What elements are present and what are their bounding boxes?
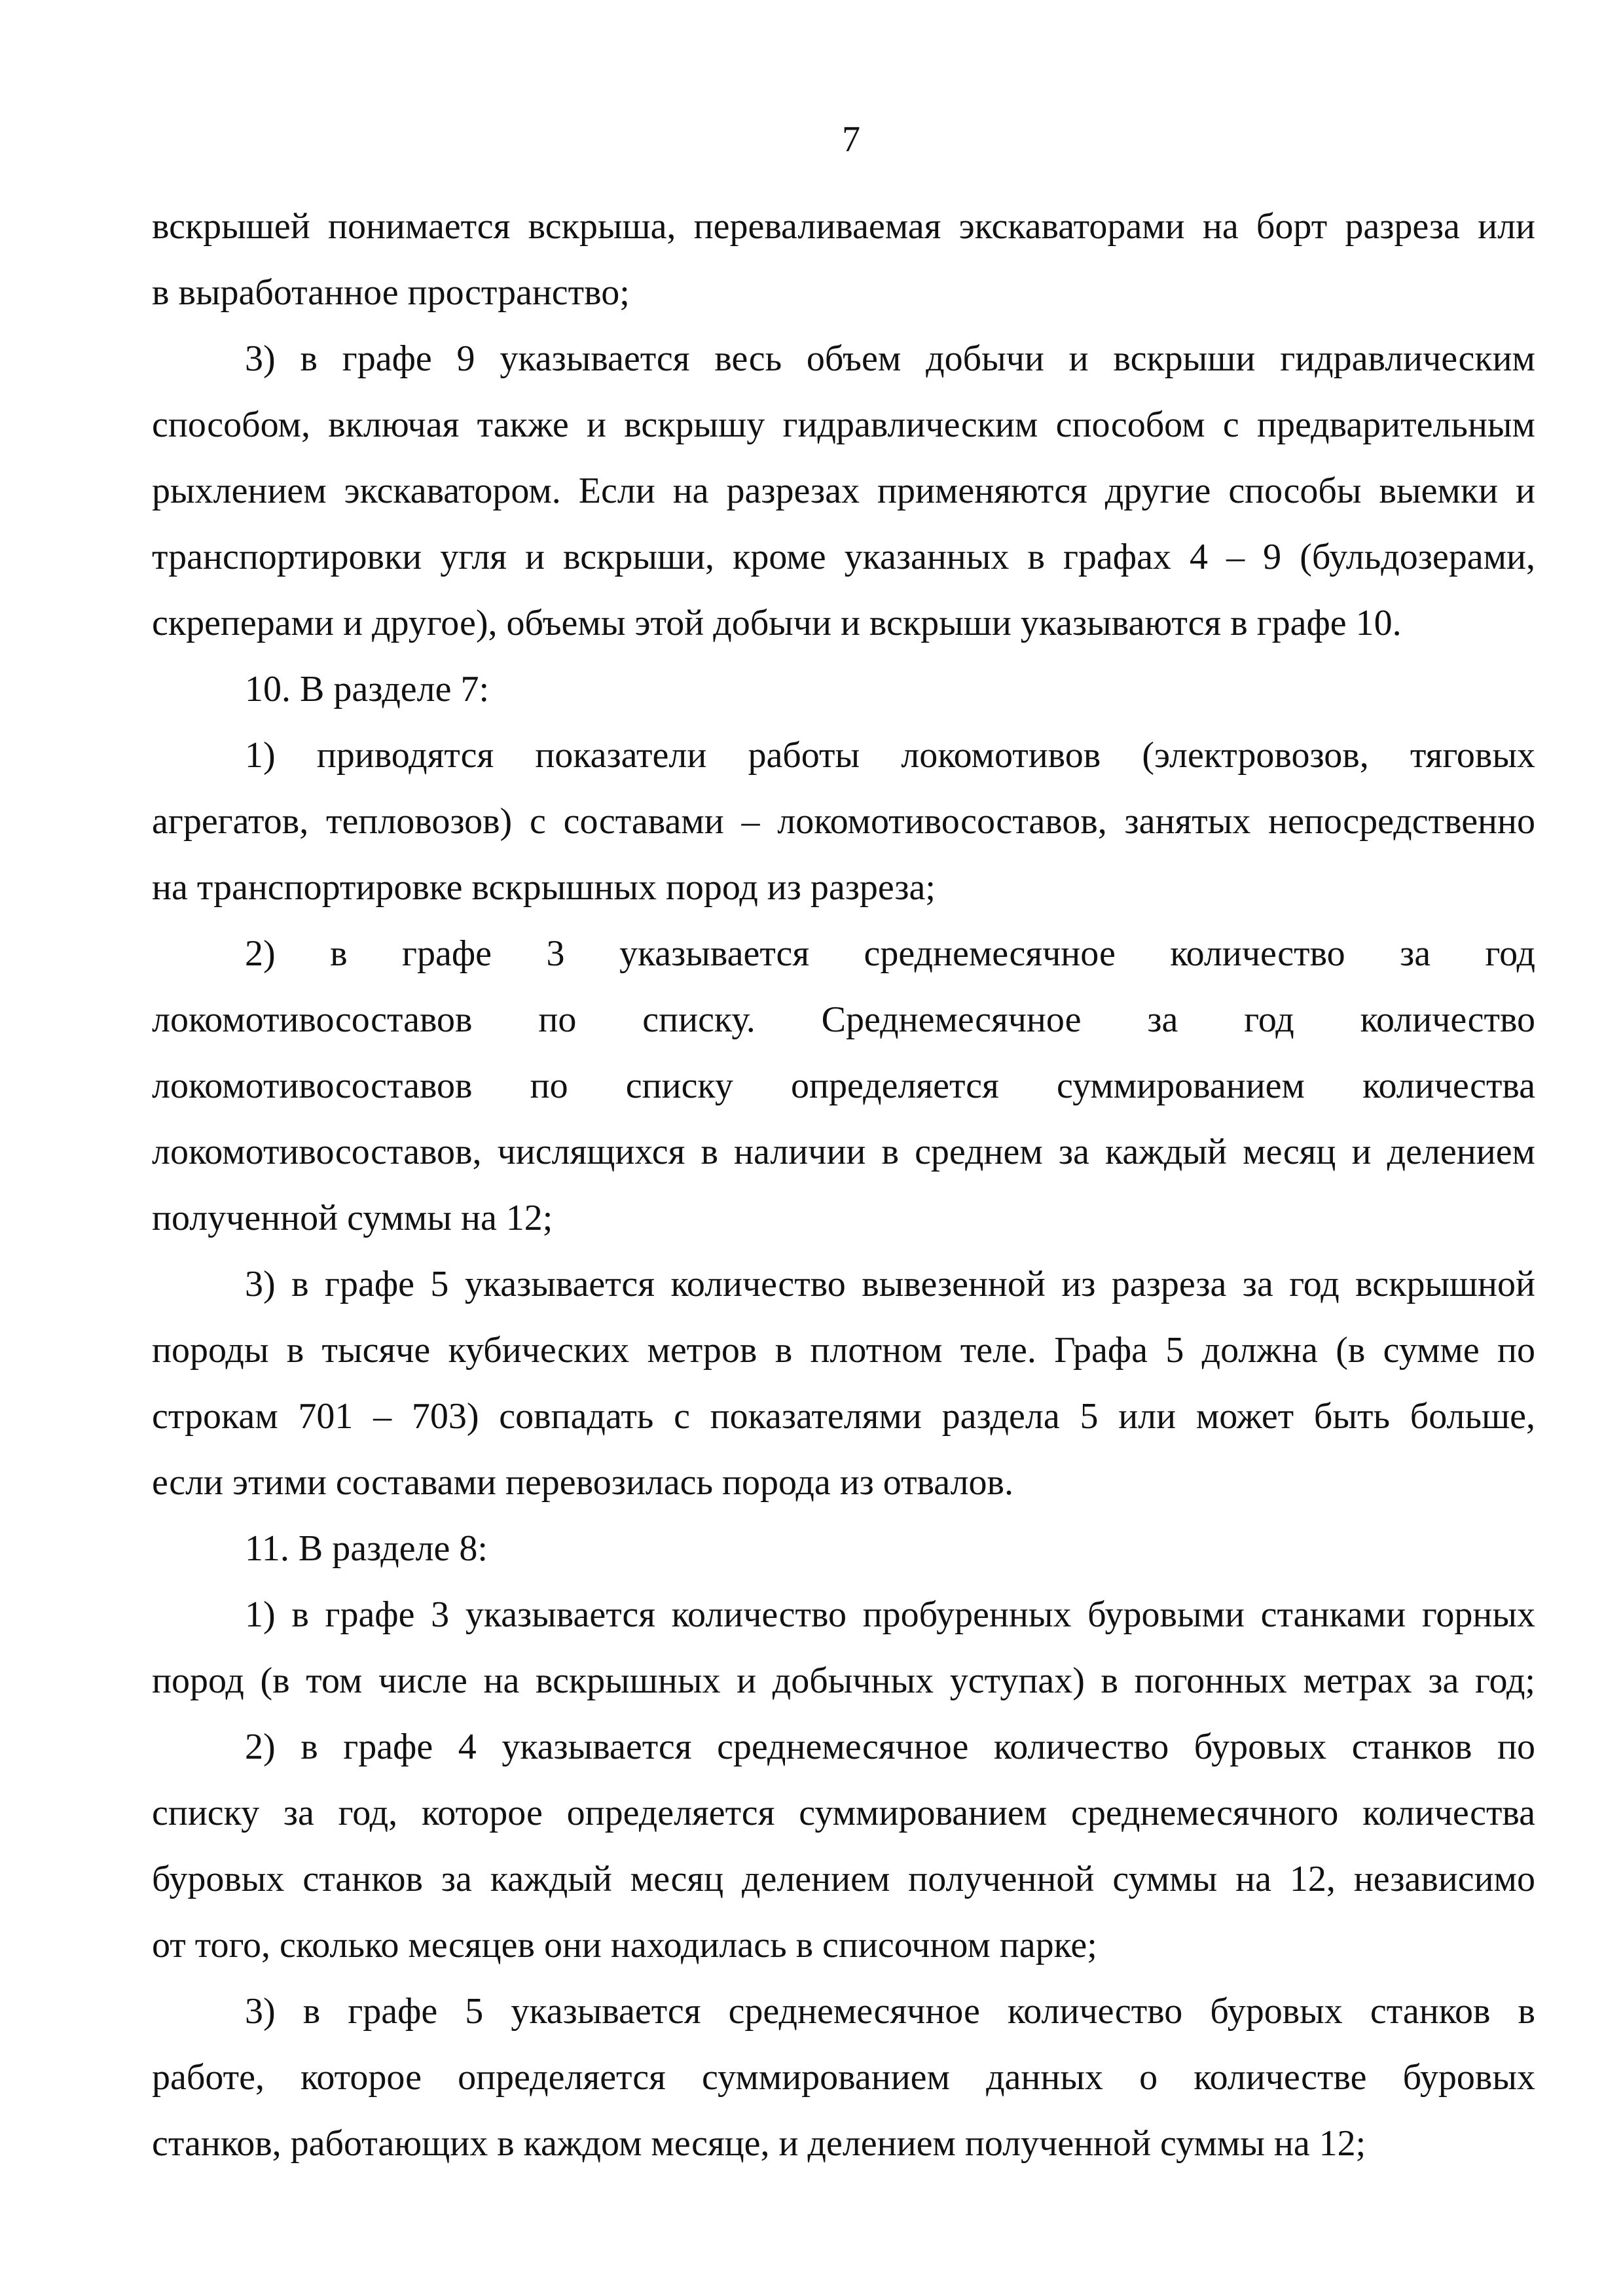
text-line: транспортировки угля и вскрыши, кроме указанных в графах 4 – 9 (бульдозерами,: [152, 537, 1535, 577]
text-line: строкам 701 – 703) совпадать с показателями раздела 5 или может быть больше,: [152, 1396, 1535, 1437]
text-line: станков, работающих в каждом месяце, и делением полученной суммы на 12;: [152, 2123, 1366, 2164]
text-line: рыхлением экскаватором. Если на разрезах применяются другие способы выемки и: [152, 471, 1535, 511]
text-line: от того, сколько месяцев они находилась в списочном парке;: [152, 1925, 1097, 1965]
text-line: вскрышей понимается вскрыша, переваливаемая экскаваторами на борт разреза или: [152, 206, 1535, 247]
text-line: если этими составами перевозилась порода из отвалов.: [152, 1462, 1013, 1503]
text-line: скреперами и другое), объемы этой добычи и вскрыши указываются в графе 10.: [152, 603, 1402, 643]
text-line: работе, которое определяется суммированием данных о количестве буровых: [152, 2057, 1535, 2098]
page-number: 7: [842, 119, 860, 160]
text-line: 1) приводятся показатели работы локомотивов (электровозов, тяговых: [245, 735, 1535, 776]
text-line: локомотивосоставов по списку определяется суммированием количества: [152, 1066, 1535, 1106]
text-line: 3) в графе 9 указывается весь объем добычи и вскрыши гидравлическим: [245, 338, 1535, 379]
section-heading: 11. В разделе 8:: [245, 1528, 488, 1569]
text-line: породы в тысяче кубических метров в плотном теле. Графа 5 должна (в сумме по: [152, 1330, 1535, 1371]
text-line: в выработанное пространство;: [152, 272, 630, 313]
text-line: 2) в графе 4 указывается среднемесячное количество буровых станков по: [245, 1727, 1535, 1767]
text-line: локомотивосоставов по списку. Среднемесячное за год количество: [152, 999, 1535, 1040]
text-line: на транспортировке вскрышных пород из разреза;: [152, 867, 936, 908]
text-line: 2) в графе 3 указывается среднемесячное количество за год: [245, 933, 1535, 974]
text-line: списку за год, которое определяется суммированием среднемесячного количества: [152, 1793, 1535, 1833]
section-heading: 10. В разделе 7:: [245, 669, 490, 709]
text-line: способом, включая также и вскрышу гидравлическим способом с предварительным: [152, 404, 1535, 445]
text-line: 3) в графе 5 указывается количество вывезенной из разреза за год вскрышной: [245, 1264, 1535, 1304]
text-line: пород (в том числе на вскрышных и добычных уступах) в погонных метрах за год;: [152, 1660, 1535, 1701]
text-line: полученной суммы на 12;: [152, 1198, 553, 1238]
text-line: буровых станков за каждый месяц делением полученной суммы на 12, независимо: [152, 1859, 1535, 1899]
text-line: локомотивосоставов, числящихся в наличии в среднем за каждый месяц и делением: [152, 1132, 1535, 1172]
document-body: [152, 194, 1535, 2177]
text-line: 3) в графе 5 указывается среднемесячное количество буровых станков в: [245, 1991, 1535, 2032]
text-line: 1) в графе 3 указывается количество пробуренных буровыми станками горных: [245, 1594, 1535, 1635]
text-line: агрегатов, тепловозов) с составами – локомотивосоставов, занятых непосредственно: [152, 801, 1535, 842]
